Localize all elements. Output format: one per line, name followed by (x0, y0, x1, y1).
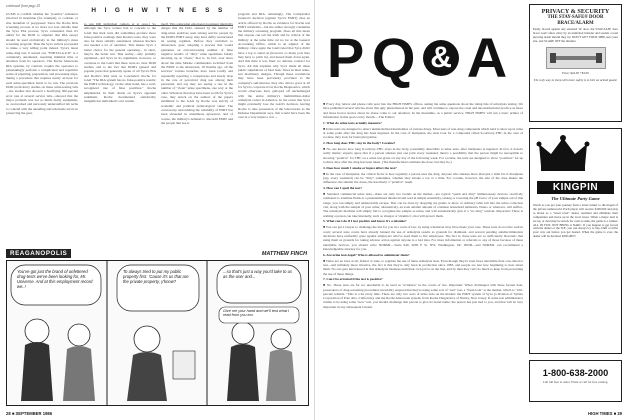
masthead-letter: Q (371, 26, 416, 89)
qa-intro: ■ Every day, letters and phone calls pour into the HIGH TIMES offices, asking the same questions about the rising tide of urinalysis testing. We have published several articles about this ugly phenomenon in the past, and will continue to expose the cruel and unconstitutional practice as more and more horror stories about its abuse come to our attention. In the meantime, as a public service, HIGH TIMES will run a basic primer of information in this space every month.—The Editors (323, 102, 523, 119)
phone-caption: Call toll free to order. Write or call for free catalog. (542, 380, 609, 384)
article-column-3: itself. This somewhat emotional document implicitly alleges that the DoD, stunned by the number of drug-urine positives seen among service people by the DOD's EMIT assay, may have deftly restructured its testing regimen. Before they switched to Abuscreen, gear, adopting a process that would guarantee an ever-increasing number of false negative results: of "dirty" urine specimens falsely showing up as "clean," that is. In fact, ever since about the time Marine commanders switched from the EMIT to the Abuscreen, 18 months ago, all the services' various branches have been loudly and repeatedly reporting a conspicuous and steady drop in the rate of perceived drug use among their personnel, and say they are seeing a rise in the number of "clean" urine specimens, one way or the other. Whatever that may have been worth for Syva's case, they struck on the authors of the papers submitted to the GAO by Roche was strictly of academic and political technological value: The controversy surrounding the reliability of EMIT has been shrouded in unanimous ignorance, and of course, the military's demand to discredit EMIT and the people that use it. (161, 22, 233, 125)
article-column-4: program and RIA. Amusingly, The Comptroller General's decision (against Syva's EMIT) cites an article offered by Roche as evidence for Roche test EMIT unreliable—but the author strongly condemns the military screening program. Does all this mean that anyone can tell the truth and be critical of the military at the same time cut no ice at the General Accounting Office, which is an adjunct of the military. Once again the GAO ruled that Syva didn't have a leg to stand on (however so many pots they may have to pitch in), and turned them down again. And this time it was final: no defense contract for Syva. All this explains why Syva made all these public stipulations of fatal basic flaws in their urine-test machinery designs. Though these revelations may have been previously provided to the company's self-interest, they also did no good at all for Syva's corporate rival, Roche Diagnostics, which would otherwise have galloped off unchallenged with the entire military's multimillion-dollar urinalysis racket in America. In the event that Syva might eventually lose the GAO's decision, leaving Roche to take possession of the laboratories as the Defense Department says, that would have been the case in a very unjust a war ... (238, 12, 310, 120)
ad-body: Easily braced against any standard 'in' door, the STAY-SAFE door brace won't allow entry by an uninvited intruder and sounds a loud piercing alarm should they try. DON'T GET YOUR SHIP, sure your site, and SCARE OFF the intruder. (533, 27, 618, 43)
balloon-text-3: ...so that's just a way you'd take to us as the user and... (223, 269, 293, 279)
qa-answer: ■ No one knows how long 9-carboxy-THC stays in the body, potentially detectable to urine tests, after marijuana is ingested. In fact, it doesn't really matter; experts agree that if a person smokes just one joint every weekend, there's a possibility that the person might be susceptible to showing "positive" for THC on a urine test given on any day of the following week. For cocaine, the tests are designed to show "positives" for up to three days after the drug has been taken. (The manufacturers estimate the dose, but they lie.) (323, 147, 523, 164)
phone-number: 1-800-638-2000 (542, 368, 609, 378)
masthead-letter: P (326, 26, 365, 89)
balloon-text-2: To always tried to put my public property first. 'Cause it's us that are the private property, y'know? (123, 269, 189, 284)
qa-answer: ■ Standard commercial urine tests—there are only two brands on the market—are typical "quick and dirty" immunoassay devices, reactively calibrated to examine fluids at a predetermined threshold and read in simple sensitivity, raising or lowering the pH factor of your sample out of this range, you can simply and undetectably escape. This can be done by dropping six grams or more of ordinary table salt into the urine collection vial, along with the sample of your urine; alternatively, an even smaller amount of common household ammonia, Drano or whatever, will suffice. The urinalysis machine will simply fail to recognize the sample as urine, and will automatically give it a "no drug" readout. Important: There is nothing a person can take internally, such as vinegar or vitamin C, that will protect them. (323, 192, 523, 218)
qa-answer: ■ Urine tests are designed to detect unmetabolized metabolites of various drugs. Most tests of non-drug compounds which tend to show up in urine at some point after the drug has been ingested. In the case of marijuana, the tests look for a compound called 9-carboxy-THC in the case of cocaine, they look for benzoylecgonine. (323, 126, 523, 140)
character-body (266, 350, 296, 402)
qa-question: 7. Can I be arrested if the test is positive? (323, 277, 383, 282)
phone-order-ad (529, 360, 622, 402)
comic-title: REAGANOPOLIS (6, 249, 71, 258)
qa-answer: ■ There are no laws at all, federal or state, to regulate the use of these urinalysis tests. Even though they're even more unreliable than a lie-detector test—and infinitely more invasive, the fact is that they're only been in production since 1983, and people are just now beginning to hear about them. No one gets interviewed in this urinalysis business until their own job is on the line, and by then they can't do much to keep from preventing the use of these things. (323, 258, 523, 276)
balloon-text-4: Give me your hand and we'll test what I read from you too. (223, 309, 290, 318)
qa-answer: ■ You can get a lawyer to challenge the test for you in a court of law, by suing whomever may have made your case. These tests do not fare well in court; several state courts have already banned the use of urinalysis results as grounds for dismissal, and several pending antidiscrimination decisions have uniformly gone against employers who've used them to fire employees. The fact is, these tests are so sufficiently bioerratic that using them as grounds for taking adverse action against anyone is a bad idea. For more information or referrals to any of those because of these unreliable devices, you should write NORML—Suite 640, 2000 P St. NW, Washington, DC 20036—and NORML can recommend a knowledgeable attorney for you. (323, 225, 523, 251)
character-body (63, 346, 95, 401)
banner-rule (84, 16, 233, 20)
kingpin-ad (529, 128, 622, 354)
qa-answer: ■ No. These tests are far too unreliable to be used as "evidence" in the courts of law. Important: When challenged with these factual data, prosecutors of drug-screening procedures invariably respond that they're using some sort of "real" test, a "fresh look" at the market, which is "100-percent reliable." This is a lie every time. There are only two sorts of urine tests on the market: the EMIT system of Syva (a division of Syntex Corporation of Palo Alto, California), and the Roche Abuscreen system, from Roche Diagnostics of Nutley, New Jersey. If some test administrator claims to be using some "new" test, you should challenge that person to give its brand name; the person has just tied to you, and that will be very important in any subsequent lawsuit. (323, 283, 523, 309)
qa-question: 2. How long does THC stay in the body? Cocaine? (323, 141, 396, 146)
privacy-ad (529, 4, 622, 122)
door-brace-icon (548, 49, 604, 67)
ad-price: Price: $24.95 +$3.00 (562, 70, 589, 75)
pqa-masthead (323, 22, 511, 94)
article-column-1: GCMS to confirm whether the "positive" substance involved in morphine (for example), or codeine, or else breakfast of poppyseed. Since the Roche RIA screening process is no more nor less reliable than the Syva EIA process, Syva contended, then it's unfair for the DOD to stipulate that RIA assays should be used exclusively in the military's mass screening program. Then the Syva writers proceeded to make a very telling point indeed. Syva's latest urine-drug test, it turned out, "EMIT-D.A.U.II" is a completely automated, requiring minimal time or attention from its operators. The Roche Abuscreen RIA systems, by contrast, require the operators to painstakingly perform a complicated and repetitive series of pipetting, preparation, and processing steps, during a procedure that requires nearly an hour for each urine-specimen batch to be run. The previous DOD proficiency studies on these urine-testing labs—the studies that showed a horrifying 300-percent error rate at several service labs—showed that the major problem was not so much faulty equipment, as overworked and nervously understaffed lab techs to contend with the unending and wholesale errors in preserving the gear. (6, 12, 78, 115)
character-head (232, 322, 254, 344)
ad-title: KINGPIN (537, 181, 614, 194)
qa-question: 6. Are urine tests legal? Who is allowed to administer them? (323, 252, 410, 257)
character-head (68, 324, 90, 346)
comic-illustration (7, 261, 308, 405)
qa-question: 1. What do urine tests actually measure? (323, 120, 382, 125)
page-folio-right: HIGH TIMES ■ 29 (588, 411, 622, 416)
desk-drawing (173, 351, 195, 379)
character-body (227, 344, 259, 401)
qa-question: 4. How can I spoil the test? (323, 186, 362, 191)
masthead-ampersand: & (423, 40, 459, 76)
section-banner: H I G H W I T N E S S (91, 6, 226, 14)
page-folio-left: 28 ■ SEPTEMBER 1986 (6, 411, 53, 416)
ad-body: Watch as you get your journey from a street runner to the mogul of the private underworld. Each player will receive $100,000 and play to invest as a "street level" dealer, outsmart and eliminate their competition and move up in the local street. When a major deal is set up, or deal may be struck for cash at stake, the game is a winner. ALL IN FUN. NOT BEING A NARC. If you happen to get forced with the dealer or the ICE, you can always try to buy, bluff or bribe your way out before you get busted. When the game is over, the dealer will be declared KINGPIN! (533, 203, 618, 239)
character-head (271, 329, 291, 349)
masthead-letter: A (466, 26, 508, 89)
comic-strip (6, 260, 309, 406)
comic-header (6, 248, 309, 259)
ad-tagline: The only way to sleep with more safety is to hire an armed guard. (533, 77, 618, 82)
character-head (25, 319, 49, 343)
qa-question: 3. Does how much I smoke or ingest affect the test? (323, 165, 397, 170)
right-page (315, 0, 630, 420)
ad-subtitle: The Ultimate Party Game (551, 196, 600, 201)
character-body (127, 352, 167, 401)
character-body (21, 342, 53, 401)
continued-note: continued from page 25 (6, 4, 41, 8)
ad-subtitle: THE STAY-SAFE® DOOR BRACE/ALARM (547, 15, 604, 26)
qa-answer: ■ In the case of marijuana, the critical factor is how regularly a person uses the drug. Anyone who smokes more than just a little bit of marijuana (say, every weekend) can be "dirty" sometimes, whether they smoke a ton or a little. For cocaine, however, the size of the dose makes the difference: the smaller the doses, the less likely a "positive" result. (323, 171, 523, 185)
ad-title: PRIVACY & SECURITY (541, 8, 610, 15)
character-head (134, 326, 160, 352)
qa-question: 5. What can I do if I test positive and know it's a mistake? (323, 219, 407, 224)
comic-artist: MATTHEW FINCH (261, 250, 307, 257)
balloon-text-1: You've got just the brand of unfettered drug-tests we've been looking for, Mr. Universe. And at this employment record we..! (17, 269, 93, 289)
qa-body (323, 102, 523, 402)
crown-icon (533, 132, 593, 174)
article-column-2: to run 600 individual camera at at once.) So although the Syva writers had to concede to the GAO that their tests did sometimes produce more false-positive readings than Roche's tests, they were also far more reliably automated, whereas Roche's test needed a lot of attention. This makes Syva a better choice for the general operating... in short, they're the better test. This reality—only partially explained—led Syva in its arguments, however, to overstate to the GAO that there were no clear DOD studies, and to the fact that DOD's general and popular press that generally spoke of all Syva's EIA and Roche's RIA tests as Concluded. Roche for GAO "The RIA system has no false-positive results; the EMIT technology, on the other hand, has a well-recognized rate of false positives," Roche emphasized. In their attack on Syva's apparent sentiment, Roche documented statistically insignificant individual's own results. (84, 22, 156, 104)
door-brace-photo (546, 47, 606, 69)
